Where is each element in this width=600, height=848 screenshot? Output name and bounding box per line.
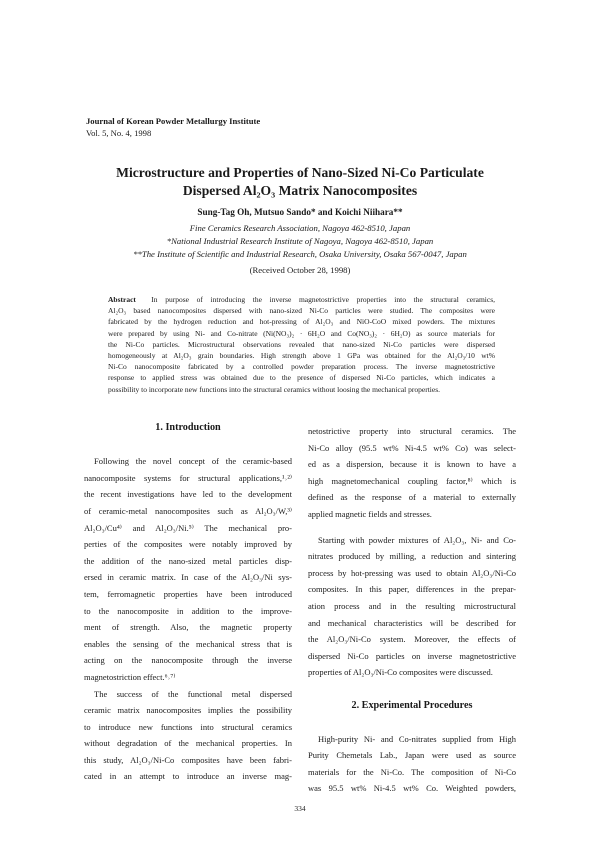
body-line: the recent investigations have led to the development: [84, 489, 292, 500]
page-number: 334: [294, 804, 306, 813]
body-line: tem, ferromagnetic properties have been introduced: [84, 588, 292, 599]
authors: Sung-Tag Oh, Mutsuo Sando* and Koichi Niihara**: [197, 207, 403, 217]
body-line: The success of the functional metal dispersed: [94, 688, 292, 699]
body-line: Following the novel concept of the ceramic-based: [94, 456, 292, 467]
abstract-line: Abstract In purpose of introducing the inverse magnetostrictive properties into the structural ceramics,: [108, 295, 495, 304]
body-line: nanocomposite systems for structural applications,¹˒²⁾: [84, 472, 292, 483]
abstract-line: Al₂O₃ based nanocomposites dispersed with nano-sized Ni-Co particles were studied. The composites were: [108, 306, 495, 316]
body-line: dispersed Ni-Co particles on inverse magnetostrictive: [308, 650, 516, 661]
body-line: and mechanical characteristics will be described for: [308, 617, 516, 628]
abstract-line: possibility to incorporate new functions into the structural ceramics without loosing the mechanical properties.: [108, 384, 440, 394]
abstract-line: homogeneously at Al₂O₃ grain boundaries. High strength above 1 GPa was obtained for the Al₂O₃/10 wt%: [108, 351, 495, 361]
abstract-line: the Ni-Co particles. Microstructural observations revealed that nano-sized Ni-Co particles were dispersed: [108, 339, 495, 349]
body-line: High-purity Ni- and Co-nitrates supplied from High: [318, 733, 516, 744]
left-column: [84, 420, 292, 785]
body-line: this study, Al₂O₃/Ni-Co composites have been fabri-: [84, 754, 292, 765]
affiliation: **The Institute of Scientific and Industrial Research, Osaka University, Osaka 567-0047, Japan: [133, 248, 467, 259]
body-line: to introduce new functions into structural ceramics: [84, 721, 292, 732]
journal-header: [86, 115, 260, 139]
title-line-1: Microstructure and Properties of Nano-Sized Ni-Co Particulate: [116, 165, 484, 180]
body-line: netostrictive property into structural ceramics. The: [308, 426, 516, 436]
abstract-line: Ni-Co nanocomposite fabricated by a controlled powder preparation process. The inverse magnetostrictive: [108, 362, 495, 372]
body-line: ation process and in the resulting microstructural: [308, 600, 516, 611]
body-line: nitrates produced by milling, a reduction and sintering: [308, 551, 516, 562]
body-line: ed as a dispersion, because it is known to have a: [308, 459, 516, 470]
body-line: Purity Chemetals Lab., Japan were used as source: [308, 750, 516, 761]
body-line: of ceramic-metal nanocomposites such as Al₂O₃/W,³⁾: [84, 505, 292, 516]
body-line: without degradation of the mechanical properties. In: [84, 738, 292, 749]
body-line: process by hot-pressing was used to obtain Al₂O₃/Ni-Co: [308, 567, 516, 578]
abstract: [108, 294, 495, 395]
journal-volume: Vol. 5, No. 4, 1998: [86, 128, 152, 138]
received-date: (Received October 28, 1998): [249, 265, 351, 275]
section-heading-experimental: 2. Experimental Procedures: [351, 699, 473, 711]
body-line: the Al₂O₃/Ni-Co system. Moreover, the effects of: [308, 634, 516, 645]
body-line: defined as the response of a material to externally: [308, 492, 516, 503]
body-line: enables the sensing of the mechanical stress that is: [84, 638, 292, 649]
body-line: Starting with powder mixtures of Al₂O₃, Ni- and Co-: [318, 534, 516, 545]
body-line: acting on the nanocomposite through the inverse: [84, 655, 292, 666]
paper-title: [60, 164, 540, 200]
body-line: Al₂O₃/Cu⁴⁾ and Al₂O₃/Ni.⁵⁾ The mechanical pro-: [84, 522, 292, 533]
body-line: high magnetomechanical coupling factor,⁸⁾ which is: [308, 475, 516, 486]
body-line: applied magnetic fields and stresses.: [308, 508, 432, 519]
right-column: [308, 423, 516, 797]
affiliation: *National Industrial Research Institute of Nagoya, Nagoya 462-8510, Japan: [166, 235, 434, 246]
section-heading-introduction: 1. Introduction: [155, 422, 221, 433]
body-line: ment of strength. Also, the magnetic property: [84, 622, 292, 633]
body-line: materials for the Ni-Co. The composition of Ni-Co: [308, 766, 516, 777]
affiliation: Fine Ceramics Research Association, Nagoya 462-8510, Japan: [189, 223, 411, 233]
body-line: magnetostriction effect.⁶˒⁷⁾: [84, 671, 176, 682]
body-line: properties of Al₂O₃/Ni-Co composites were discussed.: [308, 667, 493, 678]
journal-name: Journal of Korean Powder Metallurgy Institute: [86, 116, 261, 126]
body-line: was 95.5 wt% Ni-4.5 wt% Co. Weighted powders,: [308, 783, 516, 794]
abstract-label: Abstract: [108, 295, 136, 304]
body-line: ceramic matrix nanocomposites implies the possibility: [84, 705, 292, 716]
body-line: cated in an attempt to introduce an inverse mag-: [84, 771, 292, 782]
body-line: perties of the composites were notably improved by: [84, 539, 292, 550]
affiliations: [60, 222, 540, 260]
body-line: composites. In this paper, differences in the prepar-: [308, 584, 516, 595]
body-line: ersed in ceramic matrix. In case of the Al₂O₃/Ni sys-: [84, 572, 292, 583]
body-line: to the nanocomposite in addition to the improve-: [84, 605, 292, 616]
body-line: the addition of the nano-sized metal particles disp-: [84, 555, 292, 566]
abstract-line: response to applied stress was obtained due to the presence of dispersed Ni-Co particles, which indicates a: [108, 373, 495, 383]
abstract-line: were prepared by using Ni- and Co-nitrate (Ni(NO₃)₂ · 6H₂O and Co(NO₃)₂ · 6H₂O) as source materials for: [108, 328, 495, 338]
title-line-2: Dispersed Al₂O₃ Matrix Nanocomposites: [182, 183, 418, 198]
body-line: Ni-Co alloy (95.5 wt% Ni-4.5 wt% Co) was select-: [308, 442, 516, 453]
abstract-line: fabricated by the hydrogen reduction and hot-pressing of Al₂O₃ and NiO-CoO mixed powders. The mixtures: [108, 317, 495, 327]
